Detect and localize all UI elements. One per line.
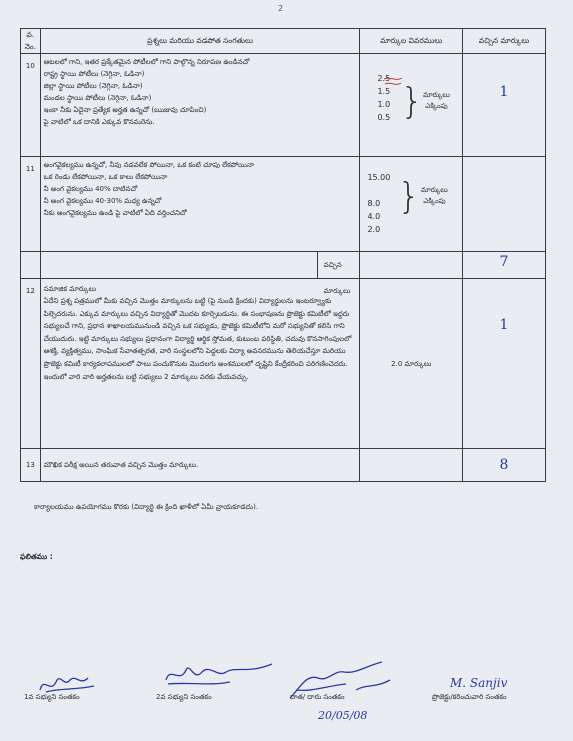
row11-line: నీకు అంగవైకల్యము ఉండి పై వాటిలో ఏది వర్తించనిచో [43, 209, 187, 217]
row10-line: మండల స్థాయి పోటీలు (నెగ్గినా, ఓడినా) [43, 94, 152, 102]
marks-note: మార్కులు ఎక్కింపు [423, 91, 450, 110]
row11-question [40, 157, 360, 252]
marks-value: 2.5 [377, 74, 391, 83]
header-marks-details: మార్కుల వివరములు [360, 29, 463, 54]
marks-value: 1.0 [377, 100, 391, 109]
row10-line: జిల్లా స్థాయి పోటీలు (నెగ్గినా, ఓడినా) [43, 82, 143, 90]
marks-value: 4.0 [367, 212, 381, 221]
row11-line: అంగవైకల్యము ఉన్నచో, నీవు నడవలేక పోయినా, ఒక కంటి చూపు లేకపోయినా [43, 161, 255, 169]
coordinator-signature-label: ప్రొజెక్టు/కరించువారి సంతకం [432, 693, 507, 701]
brace-icon: } [397, 176, 421, 217]
table-row [21, 449, 546, 482]
row10-line: పై వాటిలో ఒక దానికి ఎక్కువ కొనమరెను. [43, 118, 155, 126]
table-row [21, 157, 546, 252]
header-serial: వ. నెం. [21, 29, 41, 54]
member2-signature-label: 2వ సభ్యుని సంతకం [156, 693, 212, 701]
row11-line: నీ అంగ వైకల్యము 40-30% మధ్య ఉన్నచో [43, 197, 162, 205]
awarded-marks: 1 [499, 317, 509, 333]
signature-member2 [160, 660, 280, 690]
office-use-note: కార్యాలయము ఉపయోగము కొరకు (విద్యార్థి ఈ క్రింది ఖాళీలో ఏమీ వ్రాయకూడదు). [34, 503, 259, 511]
row13-text: మౌఖిక పరీక్ష అయిన తరువాత వచ్చిన మొత్తం మార్కులు. [40, 449, 360, 482]
header-marks-awarded: వచ్చిన మార్కులు [463, 29, 546, 54]
marks-value: 15.00 [367, 173, 391, 182]
row12-title: సమాజిక మార్కులు [43, 285, 96, 293]
subtotal-value: 7 [499, 254, 509, 270]
row11-marks [360, 157, 463, 252]
marks-value: 8.0 [367, 199, 381, 208]
brace-icon: } [400, 81, 424, 122]
table-row [21, 279, 546, 449]
donor-signature-label: దాత/ దారు సంతకం [290, 693, 345, 701]
marks-value: 2.0 [367, 225, 381, 234]
row10-marks [360, 54, 463, 157]
row12-question [40, 279, 360, 449]
row10-line: రాష్ట్ర స్థాయి పోటీలు (నెగ్గినా, ఓడినా) [43, 70, 145, 78]
row12-text: ఏదేని ప్రశ్న పత్రములో మీకు వచ్చిన మొత్తం మార్కులను బట్టి (పై నుండి క్రిందకు) విద్యార్థులను ఇంటర్వ్యూకు పిల్చెదరును. ఎక్కువ మార్కులు వచ్చిన విద్యార్థితో మొదట కూర్చెబడును. ఈ సంభాషణను ప్రొజెక్టు కమిటీలో ఇద్దరు సభ్యులచే గాని, ప్రధాన శాఖాలయమునుండి వచ్చిన ఒక సభ్యుడు, ప్రొజెక్టు కమిటీలోని మరో సభ్యునితో కలిసి గాని చేయుదురు. ఇట్టి మార్కులు సభ్యులు ప్రధానంగా విద్యార్థి ఆర్థిక స్తోమత, కుటుంబ పరిస్థితి, చదువు కొనసాగింపులలో ఆశక్తి, వ్యక్తిత్వము, సాంఘిక సేవాతత్పరత, వారి సంస్థలలోని పెద్దలకు విద్యా అవసరమును తెలియచేస్తూ మరియు ప్రొజెక్టు కమిటీ కార్యకలాపములలో పాలు పంచుకొనుట మొదలగు అంశములలో దృష్టిని కేంద్రీకరించి పరిగణించెదరు. ఇందులో వారి వారి అర్హతలను బట్టి సభ్యులు 2 మార్కులు వరకు వేయవచ్చు. [43, 297, 352, 381]
assessment-table [20, 28, 546, 482]
row11-line: నీ అంగ వైకల్యము 40% దాటినచో [43, 185, 138, 193]
table-row [21, 54, 546, 157]
table-header-row [21, 29, 546, 54]
row11-line: ఒక రెండు లేకపోయినా, ఒక కాలు లేకపోయినా [43, 173, 168, 181]
page-number: 2 [278, 4, 284, 13]
row-serial: 11 [25, 165, 35, 173]
row-serial: 10 [25, 62, 35, 70]
row10-question [40, 54, 360, 157]
subtotal-label: వచ్చిన మార్కులు [317, 252, 360, 278]
row-serial: 12 [25, 287, 35, 295]
marks-note: మార్కులు ఎక్కింపు [421, 186, 448, 205]
awarded-marks: 1 [499, 84, 509, 100]
row-serial: 13 [25, 461, 35, 469]
coordinator-name: M. Sanjiv [450, 676, 508, 690]
scribble-mark-icon [382, 75, 404, 91]
marks-value: 0.5 [377, 113, 391, 122]
row12-marks: 2.0 మార్కులు [360, 279, 463, 449]
signature-date: 20/05/08 [318, 709, 368, 722]
total-marks: 8 [499, 457, 509, 473]
subtotal-row [21, 252, 546, 279]
member1-signature-label: 1వ సభ్యుని సంతకం [24, 693, 80, 701]
row10-line: ఆటలలో గాని, ఇతర ప్రక్కేతమైన పోటీలలో గాని పాల్గొన్న నిరూపణ ఉండినచో [43, 58, 250, 66]
result-label: ఫలితము : [20, 552, 53, 561]
row10-line: ఇంకా నీకు ఏదైనా ప్రత్యేక అర్హత ఉన్నచో (ఋజువు చూపించి) [43, 106, 207, 114]
marks-value: 1.5 [377, 87, 391, 96]
header-questions: ప్రశ్నలు మరియు వడపోత సంగతులు [40, 29, 360, 54]
row11-awarded [463, 157, 546, 252]
